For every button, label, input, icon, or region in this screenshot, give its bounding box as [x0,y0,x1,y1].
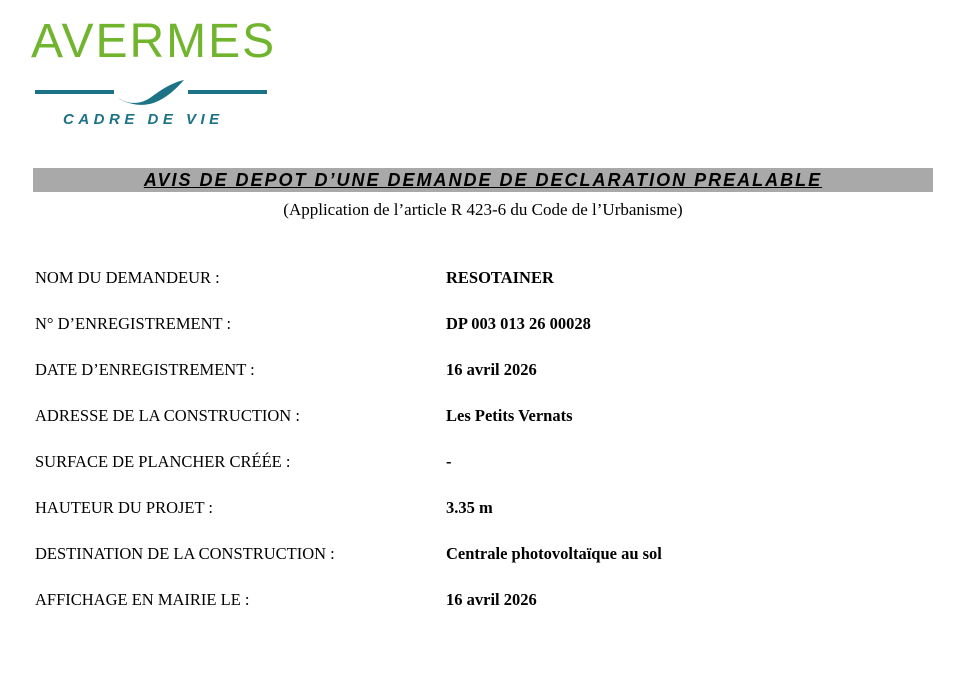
field-value: Centrale photovoltaïque au sol [446,544,662,563]
field-label: SURFACE DE PLANCHER CRÉÉE : [35,452,291,471]
field-row [35,452,925,498]
field-value: RESOTAINER [446,268,554,287]
field-value: 16 avril 2026 [446,360,537,379]
divider-line-left [35,90,114,94]
field-label: AFFICHAGE EN MAIRIE LE : [35,590,250,609]
field-row [35,498,925,544]
field-row [35,590,925,636]
field-value: 16 avril 2026 [446,590,537,609]
field-value: - [446,452,452,471]
field-value: DP 003 013 26 00028 [446,314,591,333]
field-row [35,360,925,406]
field-row [35,544,925,590]
field-label: DATE D’ENREGISTREMENT : [35,360,255,379]
wave-swoosh-icon [117,78,185,106]
field-label: ADRESSE DE LA CONSTRUCTION : [35,406,300,425]
field-label: DESTINATION DE LA CONSTRUCTION : [35,544,335,563]
subtitle-legal-reference: (Application de l’article R 423-6 du Code de l’Urbanisme) [283,200,683,219]
field-row [35,406,925,452]
field-label: HAUTEUR DU PROJET : [35,498,213,517]
divider-line-right [188,90,267,94]
field-value: 3.35 m [446,498,493,517]
field-row [35,268,925,314]
field-label: NOM DU DEMANDEUR : [35,268,220,287]
field-row [35,314,925,360]
title-bar [33,168,933,192]
field-value: Les Petits Vernats [446,406,573,425]
logo-divider [35,78,267,106]
logo-wordmark: AVERMES [31,15,277,68]
notice-title: AVIS DE DEPOT D’UNE DEMANDE DE DECLARATION PREALABLE [143,170,823,190]
logo-tagline: CADRE DE VIE [63,111,224,128]
fields-list [35,268,925,636]
field-label: N° D’ENREGISTREMENT : [35,314,232,333]
